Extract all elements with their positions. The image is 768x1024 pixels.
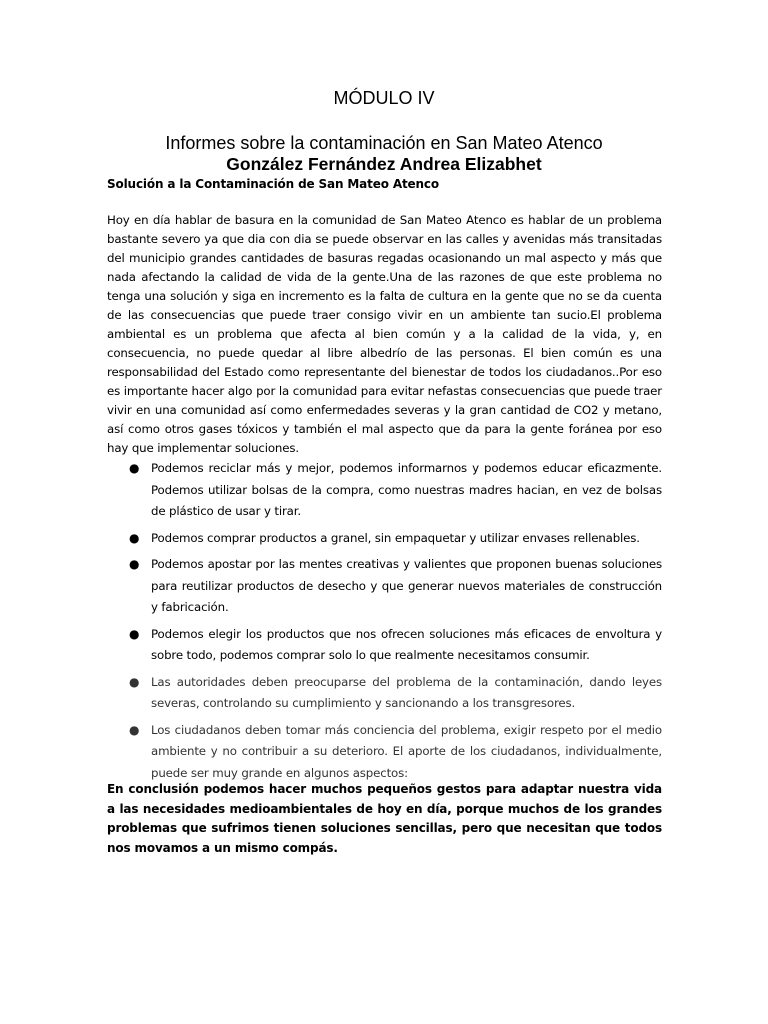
list-item-text: Los ciudadanos deben tomar más conciencia del problema, exigir respeto por el medio ambiente y no contribuir a su deterioro. El aporte de los ciudadanos, individualmente, puede ser muy grande en algunos aspectos: (151, 722, 662, 780)
bullet-icon: ● (129, 674, 140, 689)
bullet-icon: ● (129, 626, 140, 641)
list-item (107, 624, 662, 667)
author-name: González Fernández Andrea Elizabhet (226, 154, 542, 174)
report-subtitle: Informes sobre la contaminación en San Mateo Atenco (165, 133, 603, 153)
list-item (107, 458, 662, 523)
bullet-icon: ● (129, 557, 140, 571)
bullet-icon: ● (129, 530, 140, 545)
bullet-icon: ● (129, 722, 140, 737)
module-title: MÓDULO IV (333, 88, 435, 108)
solutions-list (107, 458, 662, 789)
intro-paragraph: Hoy en día hablar de basura en la comunidad de San Mateo Atenco es hablar de un problema bastante severo ya que dia con dia se puede observar en las calles y avenidas más transitadas del municipio grandes cantidades de basuras regadas ocasionando un mal aspecto y más que nada afectando la calidad de vida de la gente.Una de las razones de que este problema no tenga una solución y siga en incremento es la falta de cultura en la gente que no se da cuenta de las consecuencias que puede traer consigo vivir en un ambiente tan sucio.El problema ambiental es un problema que afecta al bien común y a la calidad de la vida, y, en consecuencia, no puede quedar al libre albedrío de las personas. El bien común es una responsabilidad del Estado como representante del bienestar de todos los ciudadanos..Por eso es importante hacer algo por la comunidad para evitar nefastas consecuencias que puede traer vivir en una comunidad así como enfermedades severas y la gran cantidad de CO2 y metano, así como otros gases tóxicos y también el mal aspecto que da para la gente foránea por eso hay que implementar soluciones. (107, 213, 662, 455)
list-item-text: Podemos elegir los productos que nos ofrecen soluciones más eficaces de envoltura y sobre todo, podemos comprar solo lo que realmente necesitamos consumir. (151, 626, 662, 662)
list-item-text: Las autoridades deben preocuparse del problema de la contaminación, dando leyes severas, controlando su cumplimiento y sancionando a los transgresores. (151, 674, 662, 710)
list-item-text: Podemos comprar productos a granel, sin empaquetar y utilizar envases rellenables. (151, 530, 640, 545)
list-item (107, 720, 662, 785)
conclusion-paragraph: En conclusión podemos hacer muchos pequeños gestos para adaptar nuestra vida a las necesidades medioambientales de hoy en día, porque muchos de los grandes problemas que sufrimos tienen soluciones sencillas, pero que necesitan que todos nos movamos a un mismo compás. (107, 782, 662, 855)
list-item (107, 528, 662, 550)
list-item (107, 554, 662, 619)
section-heading: Solución a la Contaminación de San Mateo Atenco (107, 177, 439, 191)
list-item (107, 672, 662, 715)
bullet-icon: ● (129, 461, 140, 475)
list-item-text: Podemos reciclar más y mejor, podemos informarnos y podemos educar eficazmente. Podemos utilizar bolsas de la compra, como nuestras madres hacian, en vez de bolsas de plástico de usar y tirar. (151, 461, 662, 518)
list-item-text: Podemos apostar por las mentes creativas y valientes que proponen buenas soluciones para reutilizar productos de desecho y que generar nuevos materiales de construcción y fabricación. (151, 557, 662, 614)
